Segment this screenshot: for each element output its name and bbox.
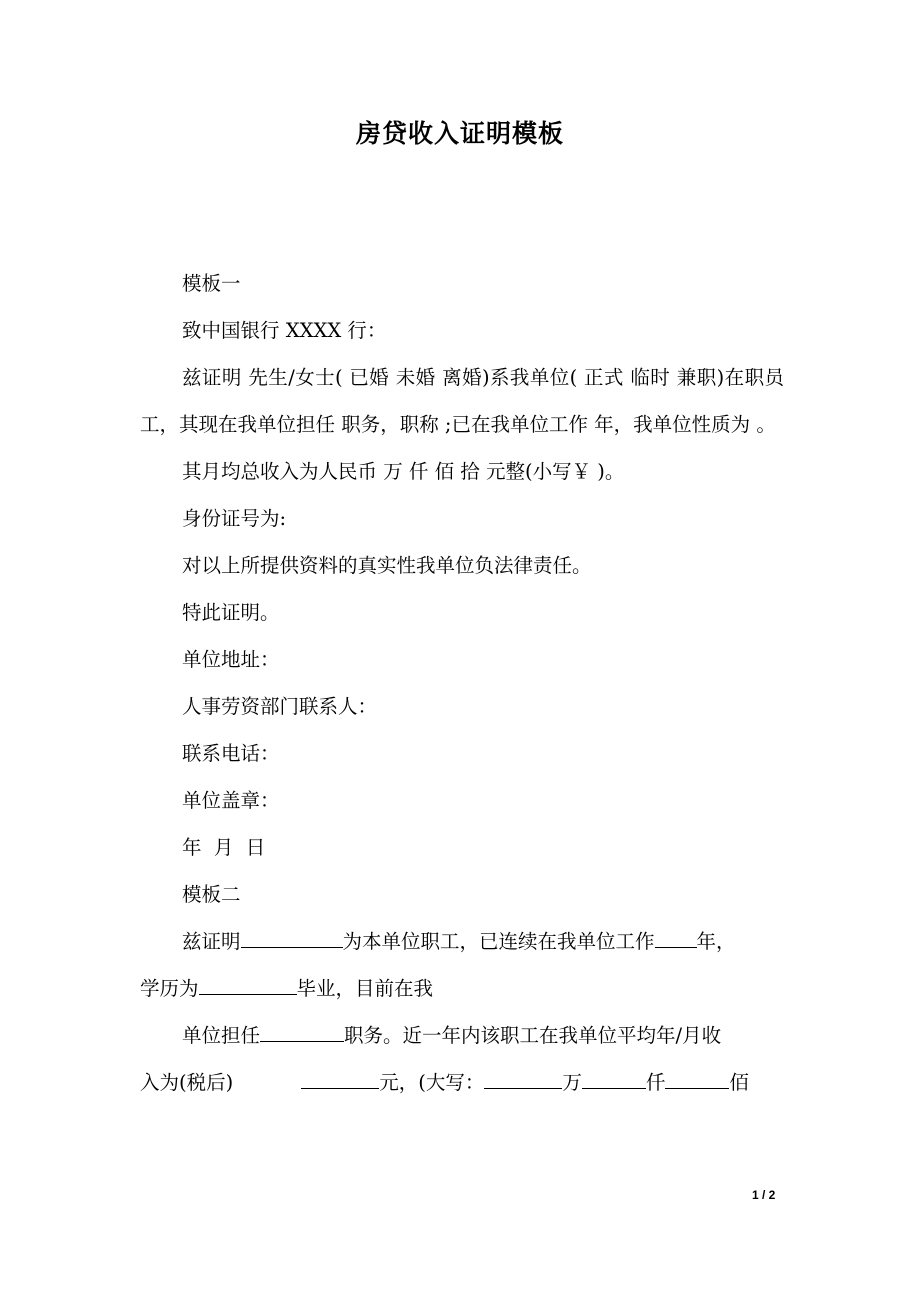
t2-text: 佰 (729, 1071, 749, 1094)
t2-text: 单位担任 (182, 1024, 261, 1047)
t2-line-2 (140, 965, 784, 1012)
bai-blank (665, 1068, 729, 1089)
t2-text: 入为(税后) (140, 1071, 234, 1094)
wan-blank (484, 1068, 562, 1089)
t2-text: 万 (562, 1071, 582, 1094)
employment-paragraph: 兹证明 先生/女士( 已婚 未婚 离婚)系我单位( 正式 临时 兼职)在职员工，其现在我单位担任 职务，职称 ;已在我单位工作 年，我单位性质为 。 (140, 366, 784, 436)
t2-text: 仟 (645, 1071, 666, 1094)
t2-text: 兹证明 (182, 930, 241, 953)
t2-text: 毕业，目前在我 (296, 977, 434, 1000)
responsibility-line: 对以上所提供资料的真实性我单位负法律责任。 (182, 554, 592, 577)
seal-line: 单位盖章： (182, 789, 280, 812)
years-blank (655, 927, 697, 948)
t2-line-4 (140, 1059, 784, 1106)
income-line: 其月均总收入为人民币 万 仟 佰 拾 元整(小写￥ )。 (182, 460, 625, 483)
template-two-heading: 模板二 (182, 883, 241, 906)
unit-address-line: 单位地址： (182, 648, 280, 671)
document-body (140, 260, 784, 1106)
hr-contact-line: 人事劳资部门联系人： (182, 695, 378, 718)
page-number: 1 / 2 (752, 1188, 776, 1202)
id-number-line: 身份证号为: (182, 507, 287, 530)
t2-text: 为本单位职工，已连续在我单位工作 (342, 930, 655, 953)
position-blank (260, 1021, 344, 1042)
education-blank (199, 974, 297, 995)
t2-text: 年， (696, 930, 736, 953)
recipient-line: 致中国银行 XXXX 行： (182, 319, 387, 342)
qian-blank (582, 1068, 646, 1089)
t2-line-3 (140, 1012, 784, 1059)
t2-line-1 (140, 918, 784, 965)
phone-line: 联系电话： (182, 742, 280, 765)
amount-blank (301, 1068, 379, 1089)
certification-line: 特此证明。 (182, 601, 280, 624)
t2-text: 学历为 (140, 977, 199, 1000)
t2-text: 职务。近一年内该职工在我单位平均年/月收 (344, 1024, 722, 1047)
t2-text: 元，(大写： (379, 1071, 485, 1094)
date-line: 年 月 日 (182, 836, 266, 859)
document-title: 房贷收入证明模板 (355, 119, 564, 148)
template-one-heading: 模板一 (182, 272, 241, 295)
name-blank (241, 927, 343, 948)
